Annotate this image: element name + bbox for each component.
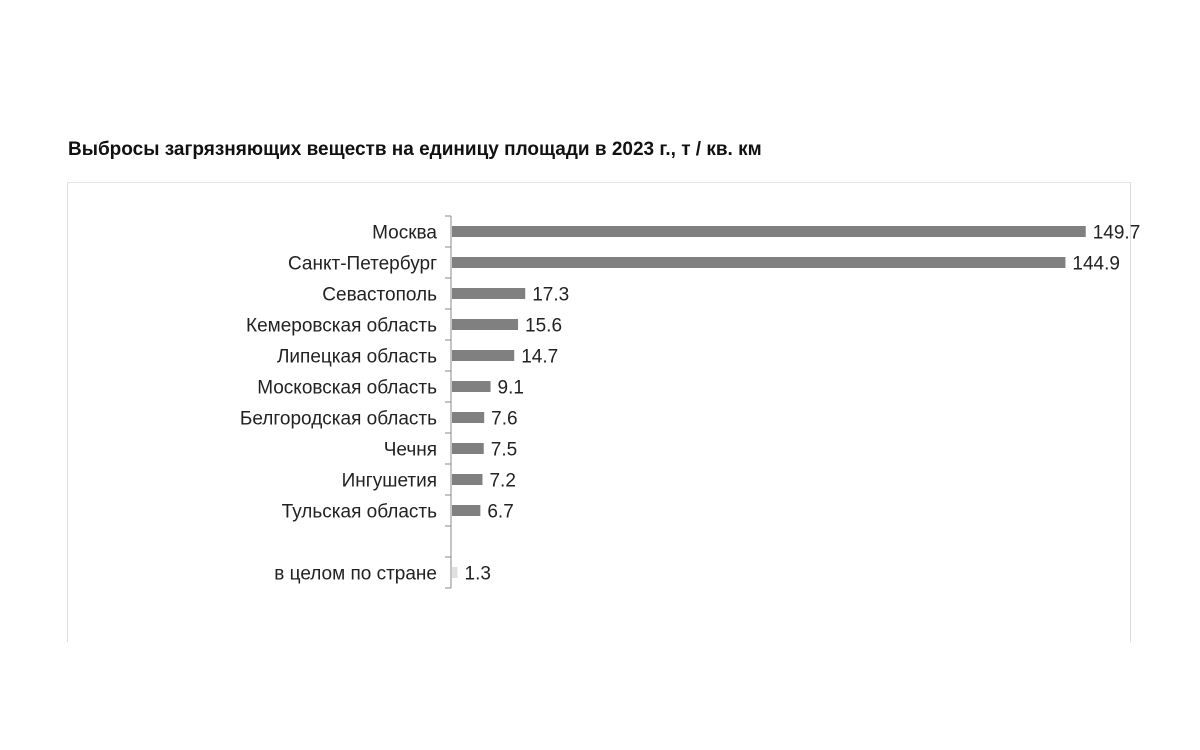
data-label: 144.9 bbox=[1072, 253, 1120, 275]
category-label: Тульская область bbox=[281, 501, 437, 523]
chart-title: Выбросы загрязняющих веществ на единицу площади в 2023 г., т / кв. км bbox=[68, 139, 762, 160]
category-label: Белгородская область bbox=[239, 408, 437, 430]
bar bbox=[452, 412, 484, 423]
category-label: Москва bbox=[372, 222, 437, 244]
bar bbox=[452, 474, 482, 485]
bar bbox=[452, 319, 518, 330]
category-label: Чечня bbox=[383, 439, 437, 461]
data-label: 6.7 bbox=[487, 501, 514, 523]
data-label: 7.2 bbox=[489, 470, 516, 492]
bar bbox=[452, 257, 1065, 268]
bar bbox=[452, 350, 514, 361]
bar bbox=[452, 381, 491, 392]
bar bbox=[452, 505, 480, 516]
data-label: 17.3 bbox=[532, 284, 570, 306]
bars bbox=[452, 226, 1086, 578]
category-label: Ингушетия bbox=[341, 470, 437, 492]
data-label: 7.6 bbox=[491, 408, 518, 430]
bar bbox=[452, 567, 458, 578]
labels bbox=[240, 223, 1140, 585]
category-label: Санкт-Петербург bbox=[287, 253, 437, 275]
data-label: 1.3 bbox=[464, 563, 491, 585]
category-label: Кемеровская область bbox=[246, 315, 437, 337]
category-label: в целом по стране bbox=[274, 563, 437, 585]
category-label: Севастополь bbox=[322, 284, 437, 306]
category-label: Липецкая область bbox=[276, 346, 437, 368]
data-label: 15.6 bbox=[525, 315, 563, 337]
bar bbox=[452, 226, 1086, 237]
y-axis bbox=[445, 216, 451, 588]
data-label: 149.7 bbox=[1092, 222, 1141, 244]
data-label: 7.5 bbox=[490, 439, 518, 461]
bar bbox=[452, 443, 484, 454]
data-label: 14.7 bbox=[521, 346, 559, 368]
category-label: Московская область bbox=[257, 377, 437, 399]
data-label: 9.1 bbox=[497, 377, 524, 399]
bar bbox=[452, 288, 525, 299]
